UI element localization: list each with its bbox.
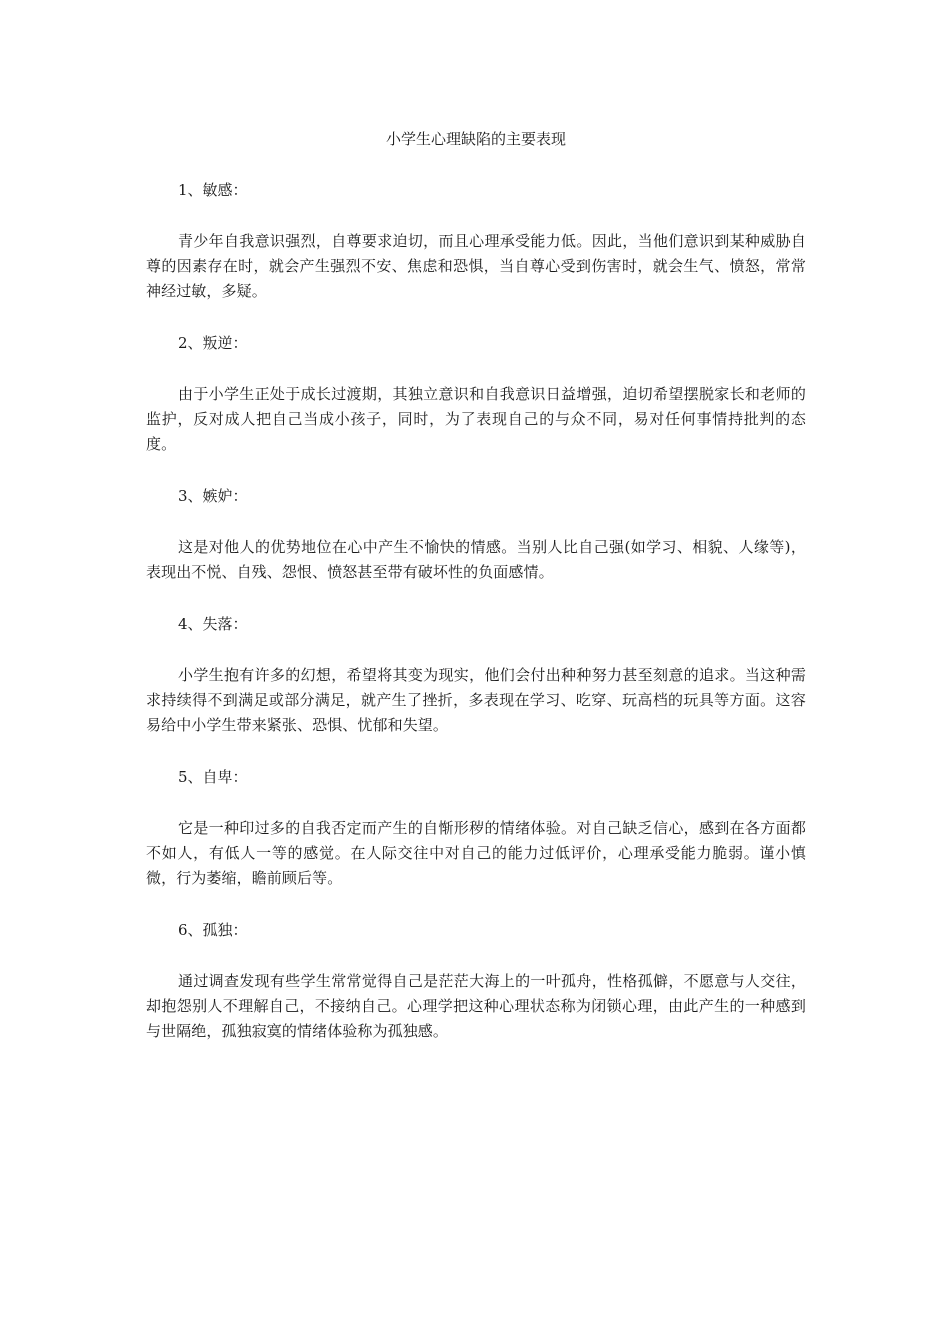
section-loss xyxy=(146,612,806,738)
section-paragraph: 这是对他人的优势地位在心中产生不愉快的情感。当别人比自己强(如学习、相貌、人缘等)，表现出不悦、自残、怨恨、愤怒甚至带有破坏性的负面感情。 xyxy=(146,538,806,581)
section-loneliness xyxy=(146,918,806,1044)
section-paragraph: 青少年自我意识强烈，自尊要求迫切，而且心理承受能力低。因此，当他们意识到某种威胁自尊的因素存在时，就会产生强烈不安、焦虑和恐惧，当自尊心受到伤害时，就会生气、愤怒，常常神经过敏，多疑。 xyxy=(146,232,806,300)
section-rebellious xyxy=(146,331,806,457)
section-paragraph: 小学生抱有许多的幻想，希望将其变为现实，他们会付出种种努力甚至刻意的追求。当这种需求持续得不到满足或部分满足，就产生了挫折，多表现在学习、吃穿、玩高档的玩具等方面。这容易给中小学生带来紧张、恐惧、忧郁和失望。 xyxy=(146,666,806,734)
section-paragraph: 它是一种印过多的自我否定而产生的自惭形秽的情绪体验。对自己缺乏信心，感到在各方面都不如人，有低人一等的感觉。在人际交往中对自己的能力过低评价，心理承受能力脆弱。谨小慎微，行为萎缩，瞻前顾后等。 xyxy=(146,819,806,887)
section-paragraph: 通过调查发现有些学生常常觉得自己是茫茫大海上的一叶孤舟，性格孤僻，不愿意与人交往，却抱怨别人不理解自己，不接纳自己。心理学把这种心理状态称为闭锁心理，由此产生的一种感到与世隔绝，孤独寂寞的情绪体验称为孤独感。 xyxy=(146,972,806,1040)
section-heading: 6、孤独： xyxy=(178,921,248,939)
section-heading: 5、自卑： xyxy=(178,768,248,786)
section-heading: 2、叛逆： xyxy=(178,334,248,352)
section-sensitive xyxy=(146,178,806,304)
section-inferiority xyxy=(146,765,806,891)
document-title: 小学生心理缺陷的主要表现 xyxy=(385,130,566,148)
section-heading: 4、失落： xyxy=(178,615,248,633)
section-paragraph: 由于小学生正处于成长过渡期，其独立意识和自我意识日益增强，迫切希望摆脱家长和老师的监护，反对成人把自己当成小孩子，同时，为了表现自己的与众不同，易对任何事情持批判的态度。 xyxy=(146,385,806,453)
document-page xyxy=(146,127,806,1071)
section-heading: 3、嫉妒： xyxy=(178,487,248,505)
section-heading: 1、敏感： xyxy=(178,181,248,199)
section-jealousy xyxy=(146,484,806,585)
